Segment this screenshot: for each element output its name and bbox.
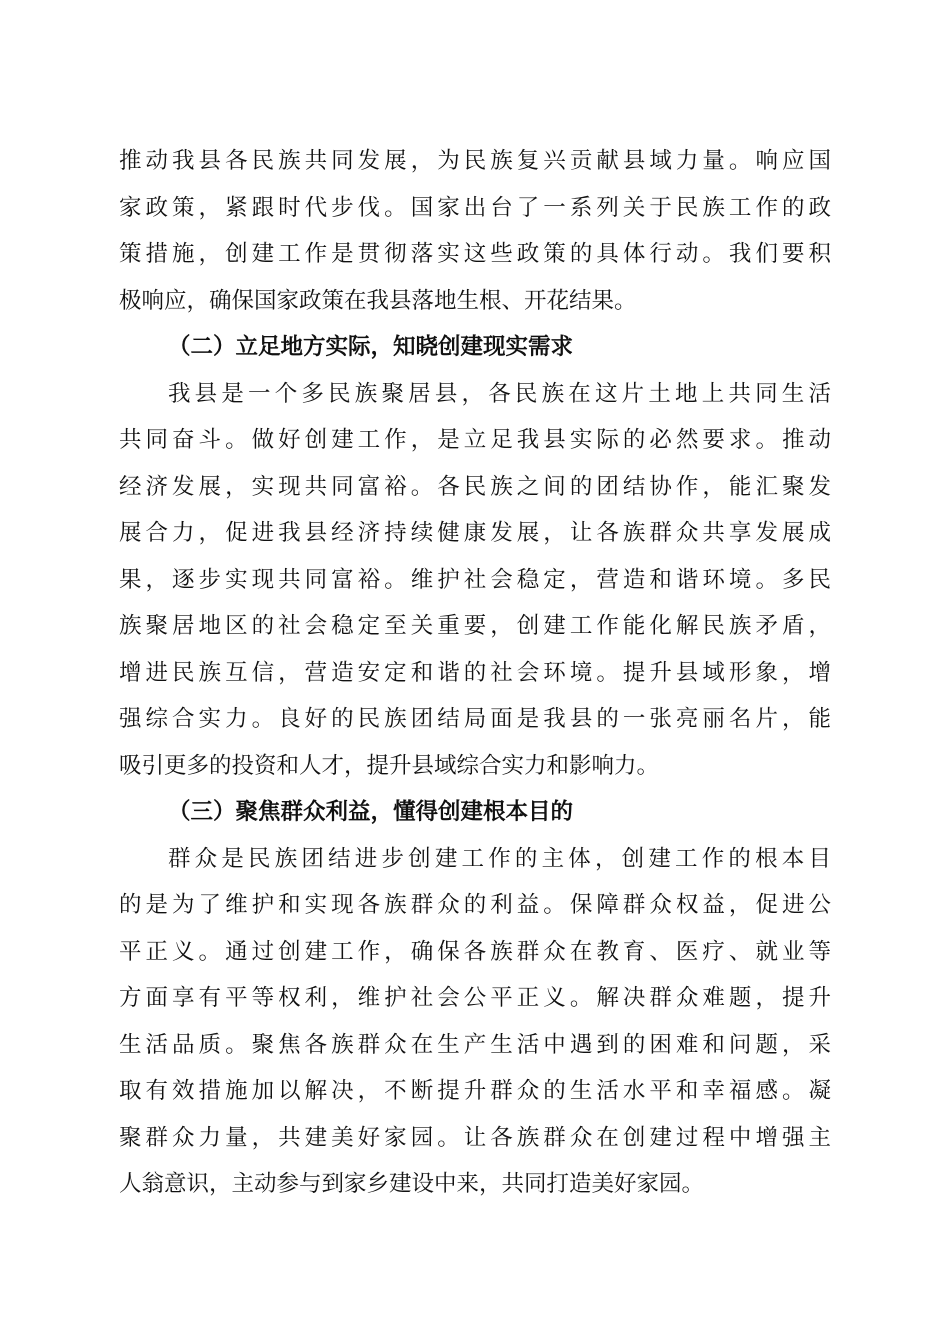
section-heading: （二）立足地方实际，知晓创建现实需求 <box>168 334 574 360</box>
text-line: 族聚居地区的社会稳定至关重要，创建工作能化解民族矛盾， <box>119 613 831 639</box>
text-line: 家政策，紧跟时代步伐。国家出台了一系列关于民族工作的政 <box>119 194 831 221</box>
text-line: 展合力，促进我县经济持续健康发展，让各族群众共享发展成 <box>119 520 831 546</box>
text-line: 推动我县各民族共同发展，为民族复兴贡献县域力量。响应国 <box>119 148 831 174</box>
text-line: 经济发展，实现共同富裕。各民族之间的团结协作，能汇聚发 <box>119 473 831 500</box>
text-line: 聚群众力量，共建美好家园。让各族群众在创建过程中增强主 <box>119 1124 831 1151</box>
text-line: 极响应，确保国家政策在我县落地生根、开花结果。 <box>119 287 637 314</box>
text-line: 取有效措施加以解决，不断提升群众的生活水平和幸福感。凝 <box>119 1078 831 1104</box>
text-line: 吸引更多的投资和人才，提升县域综合实力和影响力。 <box>119 752 660 779</box>
text-line: 我县是一个多民族聚居县，各民族在这片土地上共同生活 <box>168 380 831 407</box>
text-line: 生活品质。聚焦各族群众在生产生活中遇到的困难和问题，采 <box>119 1031 831 1058</box>
text-line: 果，逐步实现共同富裕。维护社会稳定，营造和谐环境。多民 <box>119 566 831 593</box>
text-line: 共同奋斗。做好创建工作，是立足我县实际的必然要求。推动 <box>119 427 831 453</box>
text-line: 人翁意识，主动参与到家乡建设中来，共同打造美好家园。 <box>119 1171 705 1197</box>
text-line: 群众是民族团结进步创建工作的主体，创建工作的根本目 <box>168 845 831 872</box>
text-line: 强综合实力。良好的民族团结局面是我县的一张亮丽名片，能 <box>119 706 831 732</box>
document-body <box>119 138 831 1208</box>
text-line: 的是为了维护和实现各族群众的利益。保障群众权益，促进公 <box>119 892 831 918</box>
section-heading: （三）聚焦群众利益，懂得创建根本目的 <box>168 799 574 825</box>
text-line: 增进民族互信，营造安定和谐的社会环境。提升县域形象，增 <box>119 659 831 686</box>
text-line: 策措施，创建工作是贯彻落实这些政策的具体行动。我们要积 <box>119 241 831 267</box>
text-line: 平正义。通过创建工作，确保各族群众在教育、医疗、就业等 <box>119 938 831 965</box>
text-line: 方面享有平等权利，维护社会公平正义。解决群众难题，提升 <box>119 985 831 1011</box>
